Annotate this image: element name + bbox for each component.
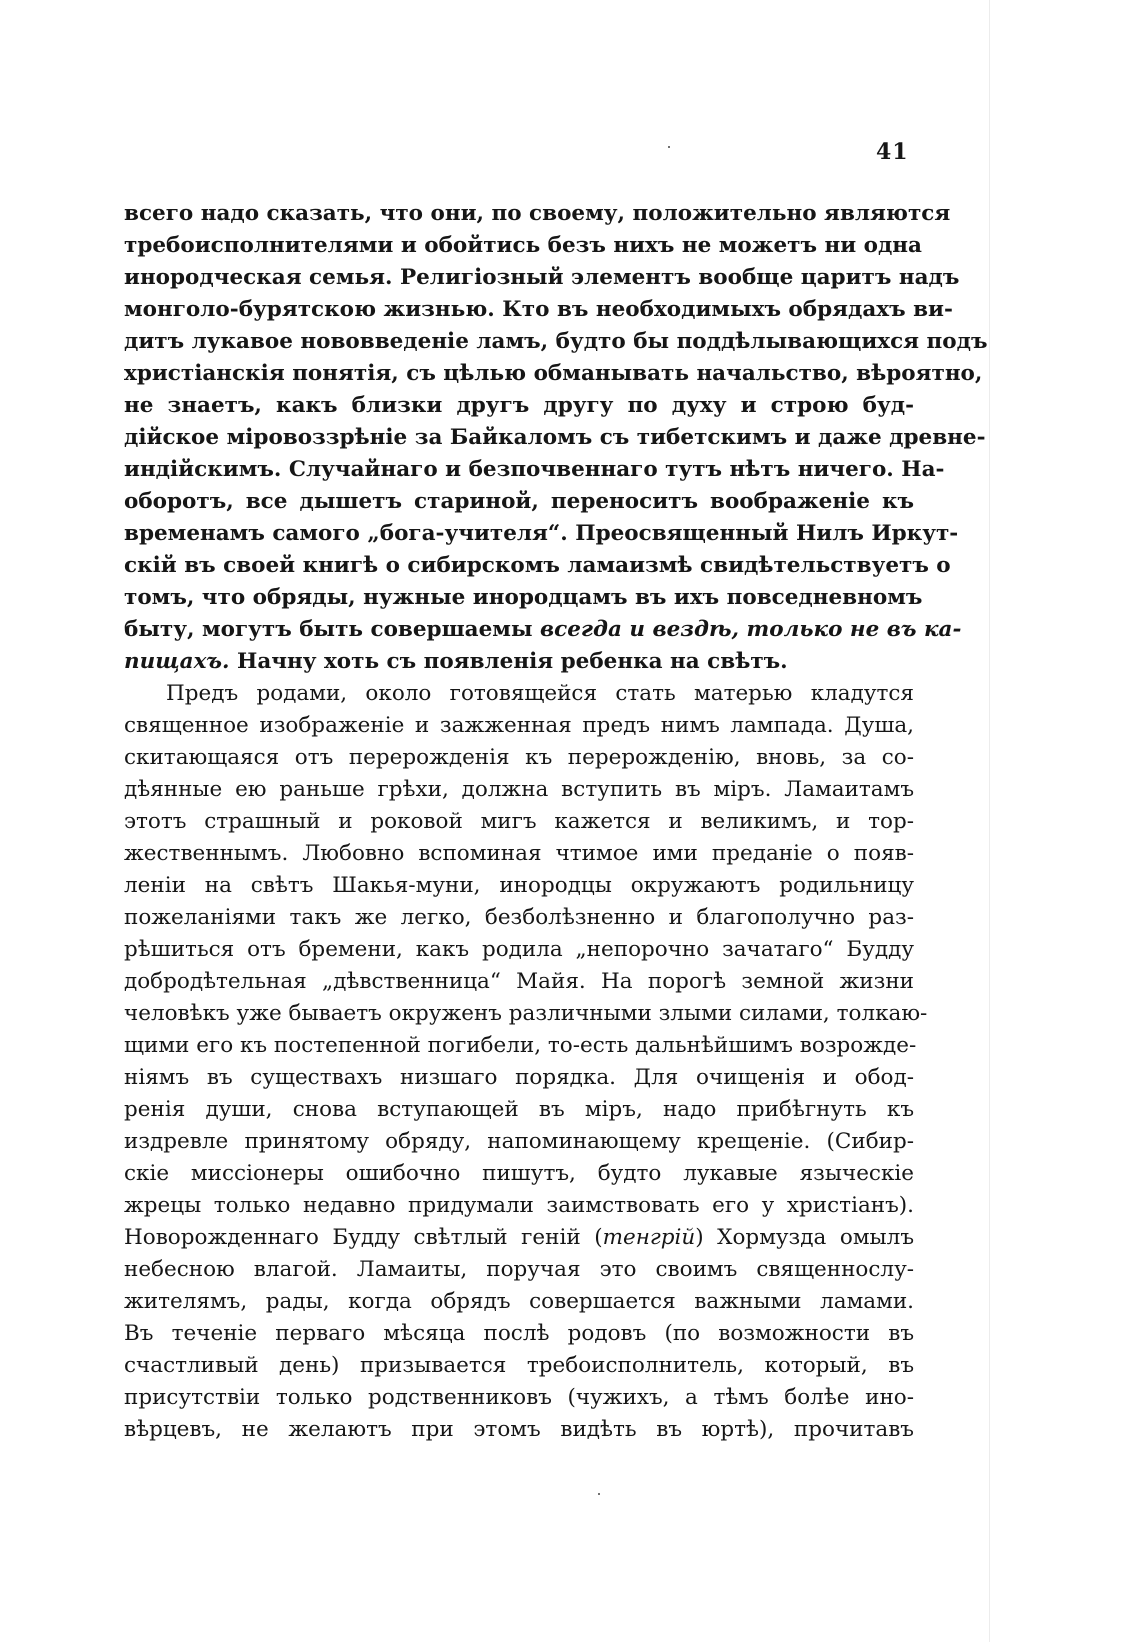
text-line: жителямъ, рады, когда обрядъ совершается важными ламами. (124, 1289, 914, 1314)
text-line: леніи на свѣтъ Шакья-муни, инородцы окружаютъ родильницу (124, 873, 914, 898)
paragraph-1 (124, 198, 988, 678)
text-line: оборотъ, все дышетъ стариной, переноситъ воображеніе къ (124, 489, 914, 514)
text-line: дитъ лукавое нововведеніе ламъ, будто бы поддѣлывающихся подъ (124, 329, 988, 354)
text-line: издревле принятому обряду, напоминающему крещеніе. (Сибир- (124, 1129, 914, 1154)
text-line: христіанскія понятія, съ цѣлью обманывать начальство, вѣроятно, (124, 361, 983, 386)
italic-run: пищахъ. (124, 649, 230, 674)
text-line: томъ, что обряды, нужные инородцамъ въ ихъ повседневномъ (124, 585, 923, 610)
text-line: инородческая семья. Религіозный элементъ вообще царитъ надъ (124, 265, 960, 290)
text-line: не знаетъ, какъ близки другъ другу по духу и строю буд- (124, 393, 914, 418)
text-line: счастливый день) призывается требоисполнитель, который, въ (124, 1353, 914, 1378)
text-line: священное изображеніе и зажженная предъ нимъ лампада. Душа, (124, 713, 914, 738)
text-run: Начну хоть съ появленія ребенка на свѣтъ. (229, 649, 788, 674)
text-line-mixed (124, 614, 962, 646)
text-line-mixed (124, 646, 914, 678)
text-line: ренія души, снова вступающей въ міръ, надо прибѣгнуть къ (124, 1097, 914, 1122)
text-run: быту, могутъ быть совершаемы (124, 617, 533, 642)
text-run: Новорожденнаго Будду свѣтлый геній ( (124, 1225, 603, 1250)
text-line: скитающаяся отъ перерожденія къ перерожденію, вновь, за со- (124, 745, 914, 770)
text-line: Предъ родами, около готовящейся стать матерью кладутся (166, 681, 914, 706)
text-line: индійскимъ. Случайнаго и безпочвеннаго тутъ нѣтъ ничего. На- (124, 457, 945, 482)
italic-run: всегда и вездѣ, только не въ ка- (540, 617, 962, 642)
text-line: небесною влагой. Ламаиты, поручая это своимъ священнослу- (124, 1257, 914, 1282)
text-line: требоисполнителями и обойтись безъ нихъ не можетъ ни одна (124, 233, 922, 258)
text-line: всего надо сказать, что они, по своему, положительно являются (124, 201, 951, 226)
text-line: добродѣтельная „дѣвственница“ Майя. На порогѣ земной жизни (124, 969, 914, 994)
text-line: этотъ страшный и роковой мигъ кажется и великимъ, и тор- (124, 809, 914, 834)
text-line: дѣянные ею раньше грѣхи, должна вступить въ міръ. Ламаитамъ (124, 777, 914, 802)
text-line: человѣкъ уже бываетъ окруженъ различными злыми силами, толкаю- (124, 1001, 928, 1026)
text-line: ніямъ въ существахъ низшаго порядка. Для очищенія и обод- (124, 1065, 914, 1090)
scan-speck (668, 146, 670, 148)
text-line: пожеланіями такъ же легко, безболѣзненно и благополучно раз- (124, 905, 914, 930)
text-line: жрецы только недавно придумали заимствовать его у христіанъ). (124, 1193, 914, 1218)
text-line: жественнымъ. Любовно вспоминая чтимое ими преданіе о появ- (124, 841, 914, 866)
paragraph-2 (124, 678, 928, 1446)
text-line: монголо-бурятскою жизнью. Кто въ необходимыхъ обрядахъ ви- (124, 297, 953, 322)
text-line: скіе миссіонеры ошибочно пишутъ, будто лукавые языческіе (124, 1161, 914, 1186)
text-line: временамъ самого „бога-учителя“. Преосвященный Нилъ Иркут- (124, 521, 959, 546)
scan-edge (989, 0, 990, 1642)
scan-speck (598, 1493, 600, 1495)
text-line: рѣшиться отъ бремени, какъ родила „непорочно зачатаго“ Будду (124, 937, 914, 962)
text-line: дійское міровоззрѣніе за Байкаломъ съ тибетскимъ и даже древне- (124, 425, 986, 450)
text-line: присутствіи только родственниковъ (чужихъ, а тѣмъ болѣе ино- (124, 1385, 914, 1410)
text-line-mixed (124, 1222, 914, 1254)
text-run: ) Хормузда омылъ (695, 1225, 914, 1250)
text-line: вѣрцевъ, не желаютъ при этомъ видѣть въ юртѣ), прочитавъ (124, 1417, 914, 1442)
text-block (124, 198, 988, 1446)
text-line: скій въ своей книгѣ о сибирскомъ ламаизмѣ свидѣтельствуетъ о (124, 553, 951, 578)
text-line: Въ теченіе перваго мѣсяца послѣ родовъ (по возможности въ (124, 1321, 914, 1346)
page-number: 41 (876, 139, 909, 165)
italic-run: тенгрій (602, 1225, 696, 1250)
text-line: щими его къ постепенной погибели, то-есть дальнѣйшимъ возрожде- (124, 1033, 917, 1058)
